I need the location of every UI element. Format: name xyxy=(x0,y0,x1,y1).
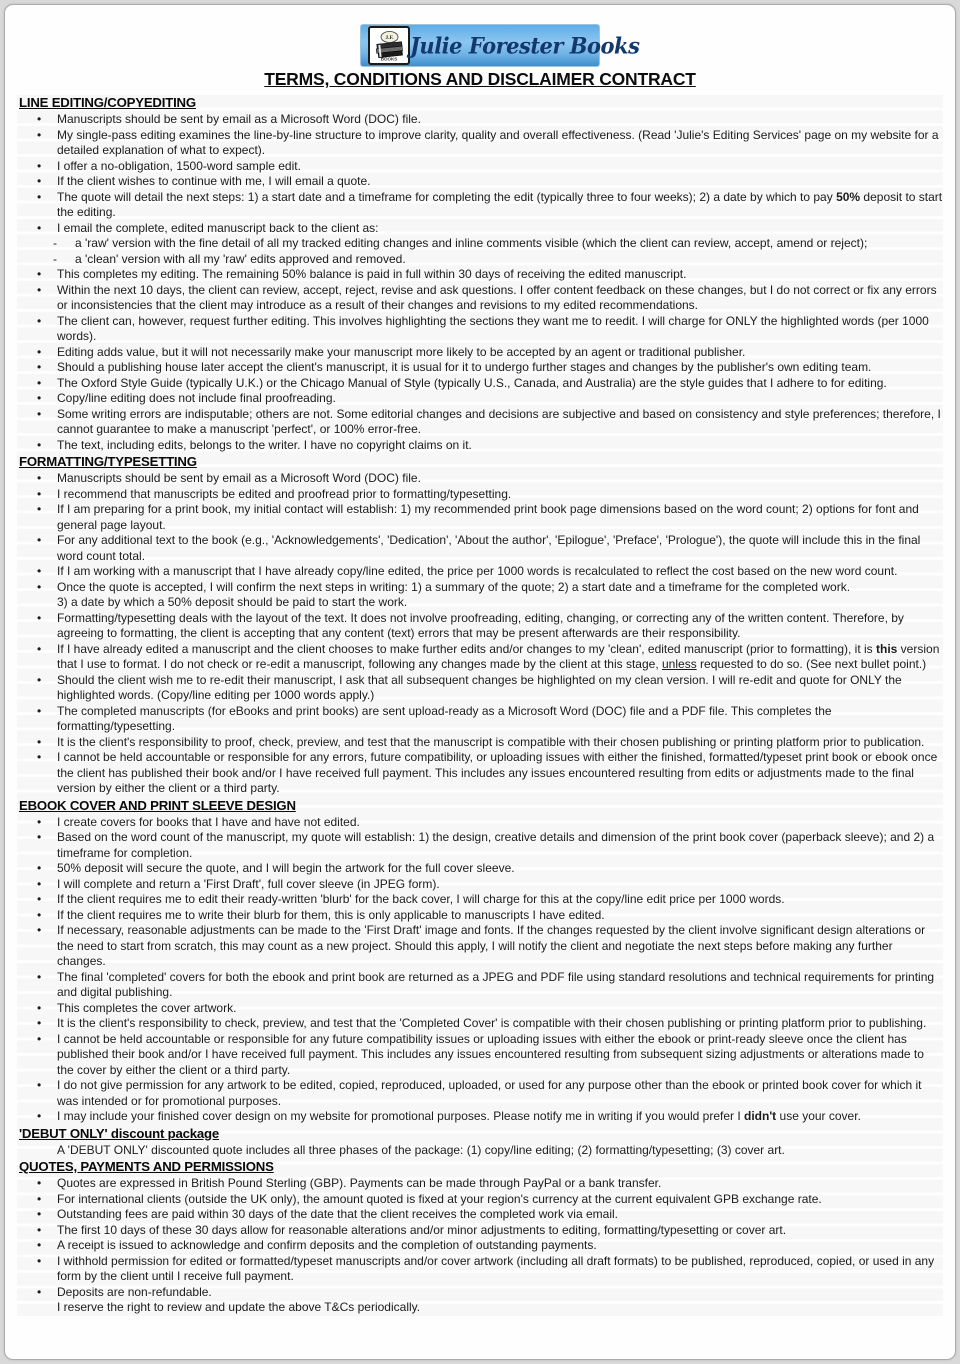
brand-banner xyxy=(361,25,640,66)
bullet-item: • If I am working with a manuscript that I have already copy/line edited, the price per 1000 words is recalculated to reflect the cost based on the new word count. xyxy=(17,564,943,580)
section-3 xyxy=(17,798,943,1125)
logo-initials-text: J.F. xyxy=(385,35,394,41)
bullet-item: • If the client wishes to continue with me, I will email a quote. xyxy=(17,174,943,190)
bullet-item: • Manuscripts should be sent by email as a Microsoft Word (DOC) file. xyxy=(17,112,943,128)
bullet-item: • The completed manuscripts (for eBooks and print books) are sent upload-ready as a Microsoft Word (DOC) file and a PDF file. This completes the formatting/typesetting. xyxy=(17,704,943,735)
bullet-item: • For any additional text to the book (e.g., 'Acknowledgements', 'Dedication', 'About the author', 'Epilogue', 'Preface', 'Prologue'), the quote will include this in the final word count total. xyxy=(17,533,943,564)
document-page xyxy=(4,4,956,1360)
section-4 xyxy=(17,1126,943,1159)
bullet-item: • Should a publishing house later accept the client's manuscript, it is usual for it to undergo further stages and changes by the publisher's own editing team. xyxy=(17,360,943,376)
bullet-item: • Once the quote is accepted, I will confirm the next steps in writing: 1) a summary of the quote; 2) a start date and a timeframe for the completed work. 3) a date by which a 50% deposit should be paid to start the work. xyxy=(17,580,943,611)
bullet-item: • I do not give permission for any artwork to be edited, copied, reproduced, uploaded, or used for any purpose other than the ebook or printed book cover for which it was intended or for promotional purposes. xyxy=(17,1078,943,1109)
logo-caption-text: BOOKS xyxy=(380,56,398,61)
sub-bullet-item: - a 'clean' version with all my 'raw' edits approved and removed. xyxy=(17,252,943,268)
section-heading: 'DEBUT ONLY' discount package xyxy=(19,1125,220,1141)
bullet-item: • For international clients (outside the UK only), the amount quoted is fixed at your region's currency at the current equivalent GPB exchange rate. xyxy=(17,1192,943,1208)
bullet-item: • I cannot be held accountable or responsible for any errors, future compatibility, or uploading issues with either the finished, formatted/typeset print book or ebook once the client has published their book and/or I have received full payment. This includes any issues encountered resulting from edits or adjustments made to the final version by either the client or a third party. xyxy=(17,750,943,797)
bullet-item: A 'DEBUT ONLY' discounted quote includes all three phases of the package: (1) copy/line editing; (2) formatting/typesetting; (3) cover art. xyxy=(57,1142,785,1157)
bullet-item: • Editing adds value, but it will not necessarily make your manuscript more likely to be accepted by an agent or traditional publisher. xyxy=(17,345,943,361)
bullet-item: • Some writing errors are indisputable; others are not. Some editorial changes and decisions are subjective and based on consistency and style preferences; therefore, I cannot guarantee to make a manuscript 'perfect', or 100% error-free. xyxy=(17,407,943,438)
bullet-list xyxy=(17,1176,943,1316)
bullet-item: • The quote will detail the next steps: 1) a start date and a timeframe for completing the edit (typically three to four weeks); 2) a date by which to pay 50% deposit to start the editing. xyxy=(17,190,943,221)
bullet-item: • I will complete and return a 'First Draft', full cover sleeve (in JPEG form). xyxy=(17,877,943,893)
section-heading: LINE EDITING/COPYEDITING xyxy=(19,95,196,110)
bullet-item: • 50% deposit will secure the quote, and I will begin the artwork for the full cover sleeve. xyxy=(17,861,943,877)
bullet-item: • The first 10 days of these 30 days allow for reasonable alterations and/or minor adjustments to editing, formatting/typesetting or cover art. xyxy=(17,1223,943,1239)
bullet-item: • Copy/line editing does not include final proofreading. xyxy=(17,391,943,407)
bullet-list xyxy=(17,471,943,797)
bullet-item: • I may include your finished cover design on my website for promotional purposes. Please notify me in writing if you would prefer I didn't use your cover. xyxy=(17,1109,943,1125)
brand-name: Julie Forester Books xyxy=(410,32,640,59)
bullet-list xyxy=(17,815,943,1125)
section-5 xyxy=(17,1159,943,1316)
bullet-item: • It is the client's responsibility to check, preview, and test that the 'Completed Cover' is compatible with their chosen publishing or printing platform prior to publishing. xyxy=(17,1016,943,1032)
bullet-item: • I cannot be held accountable or responsible for any future compatibility issues or uploading issues with either the ebook or print-ready sleeve once the client has published their book and/or I have received full payment. This includes any issues encountered resulting from subsequent sizing adjustments or alterations made to the cover by either the client or a third party. xyxy=(17,1032,943,1079)
bullet-item: • If I have already edited a manuscript and the client chooses to make further edits and/or changes to my 'clean', edited manuscript (prior to formatting), it is this version that I use to format. I do not check or re-edit a manuscript, following any changes made by the client at this stage, unless requested to do so. (See next bullet point.) xyxy=(17,642,943,673)
section-heading: EBOOK COVER AND PRINT SLEEVE DESIGN xyxy=(19,797,296,813)
bullet-item: • Based on the word count of the manuscript, my quote will establish: 1) the design, creative details and dimension of the print book cover (paperback sleeve); and 2) a timeframe for completion. xyxy=(17,830,943,861)
bullet-item: • It is the client's responsibility to proof, check, preview, and test that the manuscript is compatible with their chosen publishing or printing platform prior to publication. xyxy=(17,735,943,751)
section-2 xyxy=(17,454,943,797)
bullet-item: • I email the complete, edited manuscript back to the client as: xyxy=(17,221,943,237)
bullet-item: • Quotes are expressed in British Pound Sterling (GBP). Payments can be made through PayPal or a bank transfer. xyxy=(17,1176,943,1192)
document-content xyxy=(5,5,955,1322)
books-icon xyxy=(372,30,406,61)
section-heading: FORMATTING/TYPESETTING xyxy=(19,454,197,469)
bullet-item: • Formatting/typesetting deals with the layout of the text. It does not involve proofreading, editing, changing, or correcting any of the written content. Therefore, by agreeing to formatting, the client is accepting that any content (text) errors that may be present afterwards are their responsibility. xyxy=(17,611,943,642)
bullet-item: I reserve the right to review and update the above T&Cs periodically. xyxy=(57,1300,421,1314)
bullet-item: • I create covers for books that I have and have not edited. xyxy=(17,815,943,831)
bullet-item: • If necessary, reasonable adjustments can be made to the 'First Draft' image and fonts. If the changes requested by the client involve significant design alterations or the need to start from scratch, this may count as a new project. Should this apply, I will notify the client and negotiate the next steps before making any further changes. xyxy=(17,923,943,970)
contract-body xyxy=(17,95,943,1316)
bullet-item: • Manuscripts should be sent by email as a Microsoft Word (DOC) file. xyxy=(17,471,943,487)
sub-bullet-list xyxy=(17,236,943,267)
bullet-item: • The Oxford Style Guide (typically U.K.) or the Chicago Manual of Style (typically U.S., Canada, and Australia) are the style guides that I adhere to for editing. xyxy=(17,376,943,392)
bullet-item: • This completes the cover artwork. xyxy=(17,1001,943,1017)
bullet-item: • My single-pass editing examines the line-by-line structure to improve clarity, quality and overall effectiveness. (Read 'Julie's Editing Services' page on my website for a detailed explanation of what to expect). xyxy=(17,128,943,159)
section-1 xyxy=(17,95,943,453)
sub-bullet-item: - a 'raw' version with the fine detail of all my tracked editing changes and inline comments visible (which the client can review, accept, amend or reject); xyxy=(17,236,943,252)
brand-logo xyxy=(368,26,410,65)
bullet-list xyxy=(17,112,943,453)
bullet-item: • The client can, however, request further editing. This involves highlighting the sections they want me to reedit. I will charge for ONLY the highlighted words (per 1000 words). xyxy=(17,314,943,345)
bullet-item: • The final 'completed' covers for both the ebook and print book are returned as a JPEG and PDF file using standard resolutions and technical requirements for printing and digital publishing. xyxy=(17,970,943,1001)
bullet-item: • A receipt is issued to acknowledge and confirm deposits and the completion of outstanding payments. xyxy=(17,1238,943,1254)
bullet-item: • If the client requires me to write their blurb for them, this is only applicable to manuscripts I have edited. xyxy=(17,908,943,924)
bullet-item: • Should the client wish me to re-edit their manuscript, I ask that all subsequent changes be highlighted on my clean version. I will re-edit and quote for ONLY the highlighted words. (Copy/line editing per 1000 words apply.) xyxy=(17,673,943,704)
bullet-item: • The text, including edits, belongs to the writer. I have no copyright claims on it. xyxy=(17,438,943,454)
bullet-item: • I offer a no-obligation, 1500-word sample edit. xyxy=(17,159,943,175)
section-heading: QUOTES, PAYMENTS AND PERMISSIONS xyxy=(19,1159,274,1174)
bullet-item: • I withhold permission for edited or formatted/typeset manuscripts and/or cover artwork (including all draft formats) to be published, reproduced, copied, or used in any form by the client until I receive full payment. xyxy=(17,1254,943,1285)
bullet-item: • I recommend that manuscripts be edited and proofread prior to formatting/typesetting. xyxy=(17,487,943,503)
page-title: TERMS, CONDITIONS AND DISCLAIMER CONTRACT xyxy=(264,69,696,89)
bullet-item: • Deposits are non-refundable. xyxy=(17,1285,943,1301)
bullet-item: • If I am preparing for a print book, my initial contact will establish: 1) my recommended print book page dimensions based on the word count; 2) options for font and general page layout. xyxy=(17,502,943,533)
bullet-item: • Within the next 10 days, the client can review, accept, reject, revise and ask questions. I offer content feedback on these changes, but I do not correct or fix any errors or inconsistencies that the client may introduce as a result of their changes and revisions to my edited recommendations. xyxy=(17,283,943,314)
bullet-item: • Outstanding fees are paid within 30 days of the date that the client receives the completed work via email. xyxy=(17,1207,943,1223)
bullet-item: • If the client requires me to edit their ready-written 'blurb' for the back cover, I will charge for this at the copy/line edit price per 1000 words. xyxy=(17,892,943,908)
bullet-list xyxy=(17,1143,943,1159)
bullet-item: • This completes my editing. The remaining 50% balance is paid in full within 30 days of receiving the edited manuscript. xyxy=(17,267,943,283)
